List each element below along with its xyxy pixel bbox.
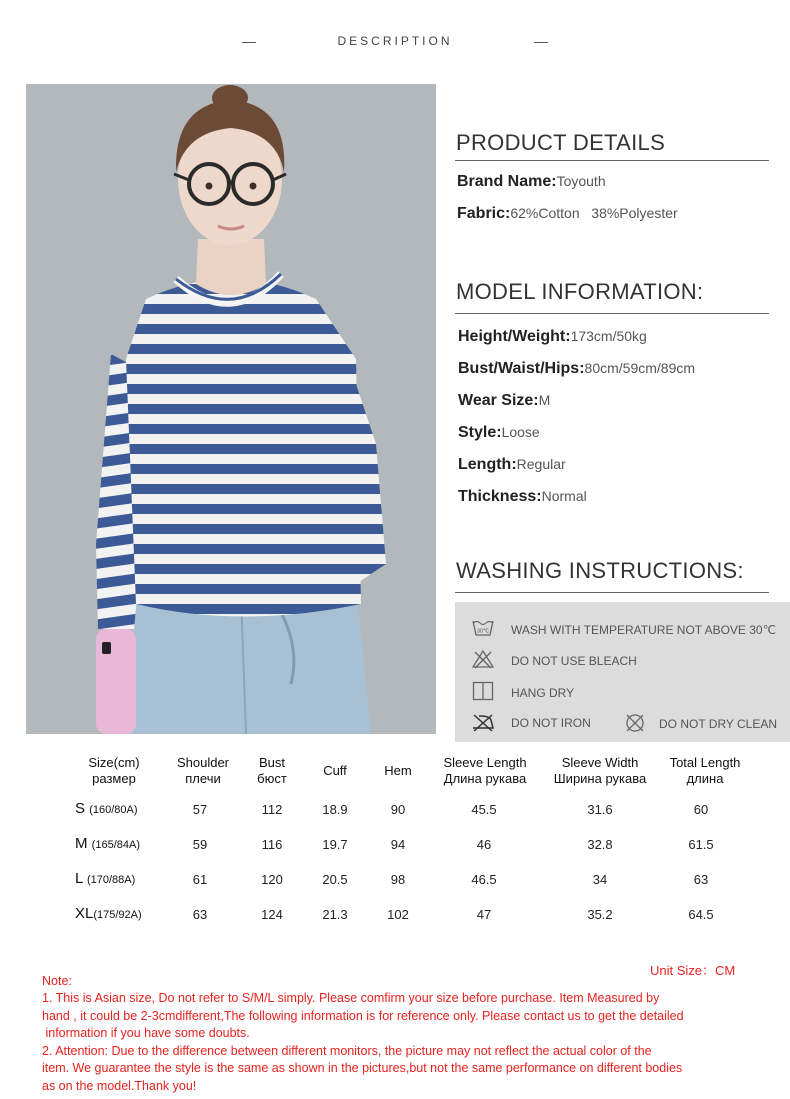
header-ru: размер [92, 771, 136, 786]
table-cell: 61.5 [688, 837, 714, 852]
table-cell: 18.9 [322, 802, 348, 817]
table-header [305, 763, 365, 779]
brand-label: Brand Name: [457, 173, 557, 190]
table-cell: 47 [476, 907, 492, 922]
fabric-value: 62%Cotton 38%Polyester [510, 205, 678, 221]
washing-instructions-heading: WASHING INSTRUCTIONS: [456, 558, 744, 583]
header-ru: длина [686, 771, 724, 786]
table-cell: 60 [693, 802, 709, 817]
wash-temp-label: 30℃ [476, 628, 490, 635]
brand-row [457, 173, 606, 191]
table-cell: 59 [192, 837, 208, 852]
model-row-label: Length: [458, 456, 517, 473]
model-row-value: Normal [541, 488, 587, 504]
wash-text: DO NOT DRY CLEAN [659, 717, 778, 731]
model-row-label: Wear Size: [458, 392, 539, 409]
unit-size-label: Unit Size：CM [650, 963, 736, 978]
divider [455, 160, 769, 161]
note-line: item. We guarantee the style is the same as shown in the pictures,but not the same performance on different bodies [42, 1061, 683, 1075]
model-row [458, 360, 695, 378]
no-iron-icon [471, 712, 495, 732]
table-header [66, 755, 162, 787]
table-header [368, 763, 428, 779]
table-cell: 57 [192, 802, 208, 817]
wash-text: HANG DRY [511, 686, 575, 700]
header-en: Bust [258, 755, 285, 770]
header-en: Hem [384, 763, 412, 778]
divider [455, 592, 769, 593]
wash-text: DO NOT IRON [511, 716, 591, 730]
header-ru: Ширина рукава [553, 771, 647, 786]
header-en: Size(cm) [88, 755, 140, 770]
table-cell: 19.7 [322, 837, 348, 852]
note-title: Note: [42, 974, 72, 988]
no-bleach-icon [471, 649, 495, 669]
note-line: hand , it could be 2-3cmdifferent,The following information is for reference only. Please contact us to get the detailed [42, 1008, 684, 1023]
table-cell: 63 [693, 872, 709, 887]
fabric-label: Fabric: [457, 205, 511, 222]
table-cell: 20.5 [322, 872, 348, 887]
table-cell: 120 [261, 872, 283, 887]
size-label [75, 800, 138, 817]
model-photo [26, 84, 436, 734]
table-header [660, 755, 750, 787]
table-header [544, 755, 656, 787]
size-code: XL [75, 905, 94, 922]
model-row [458, 392, 550, 410]
header-en: Cuff [323, 763, 347, 778]
table-cell: 63 [192, 907, 208, 922]
model-row-value: Loose [501, 424, 540, 440]
size-code: L [75, 870, 83, 887]
divider [455, 313, 769, 314]
note-line: 2. Attention: Due to the difference between different monitors, the picture may not reflect the actual color of the [42, 1043, 652, 1058]
table-header [163, 755, 243, 787]
note-line: information if you have some doubts. [42, 1026, 250, 1040]
note-line: as on the model.Thank you! [42, 1078, 197, 1093]
size-detail: (165/84A) [91, 839, 140, 851]
size-label [75, 835, 140, 852]
model-row-value: M [538, 392, 551, 408]
table-cell: 31.6 [587, 802, 613, 817]
model-row [458, 328, 647, 346]
table-cell: 64.5 [688, 907, 714, 922]
table-cell: 98 [390, 872, 406, 887]
table-row [0, 870, 790, 890]
table-cell: 32.8 [587, 837, 613, 852]
table-cell: 34 [592, 872, 608, 887]
model-row-value: 173cm/50kg [570, 328, 647, 344]
model-row-value: 80cm/59cm/89cm [584, 360, 696, 376]
table-cell: 124 [261, 907, 283, 922]
size-detail: (175/92A) [93, 909, 142, 921]
fabric-row [457, 205, 678, 223]
table-cell: 116 [261, 837, 283, 852]
table-header [242, 755, 302, 787]
size-detail: (160/80A) [89, 804, 138, 816]
table-cell: 46 [476, 837, 492, 852]
model-row-value: Regular [516, 456, 566, 472]
product-details-heading: PRODUCT DETAILS [456, 130, 666, 155]
header-ru: плечи [185, 771, 221, 786]
header-en: Sleeve Width [561, 755, 639, 770]
size-detail: (170/88A) [86, 874, 136, 886]
header-en: Total Length [669, 755, 741, 770]
header-en: Sleeve Length [443, 755, 527, 770]
model-row-label: Height/Weight: [458, 328, 571, 345]
model-row-label: Bust/Waist/Hips: [458, 360, 585, 377]
size-label [75, 870, 135, 887]
table-row [0, 905, 790, 925]
brand-value: Toyouth [556, 173, 606, 189]
section-title-description: DESCRIPTION [337, 34, 453, 48]
table-cell: 102 [387, 907, 409, 922]
table-cell: 90 [390, 802, 406, 817]
size-code: S [75, 800, 86, 817]
table-cell: 45.5 [471, 802, 497, 817]
table-row [0, 835, 790, 855]
wash-30-icon [471, 618, 495, 638]
header-ru: Длина рукава [443, 771, 527, 786]
header-dash-right [534, 42, 548, 43]
header-en: Shoulder [176, 755, 230, 770]
model-row [458, 424, 540, 442]
table-cell: 61 [192, 872, 208, 887]
no-dry-clean-icon [623, 713, 647, 733]
size-label [75, 905, 142, 922]
model-row [458, 488, 587, 506]
model-row-label: Thickness: [458, 488, 542, 505]
note-line: 1. This is Asian size, Do not refer to S/M/L simply. Please comfirm your size before purchase. Item Measured by [42, 991, 660, 1005]
model-row [458, 456, 566, 474]
table-header [432, 755, 538, 787]
table-cell: 112 [261, 802, 283, 817]
header-ru: бюст [257, 771, 287, 786]
table-cell: 46.5 [471, 872, 497, 887]
table-cell: 94 [390, 837, 406, 852]
table-cell: 35.2 [587, 907, 613, 922]
hang-dry-icon [471, 681, 495, 701]
model-row-label: Style: [458, 424, 502, 441]
model-information-heading: MODEL INFORMATION: [456, 279, 704, 304]
wash-text: DO NOT USE BLEACH [511, 654, 637, 668]
table-row [0, 800, 790, 820]
size-code: M [75, 835, 88, 852]
washing-panel [455, 602, 790, 742]
table-cell: 21.3 [322, 907, 348, 922]
model-illustration [26, 84, 436, 734]
wash-text: WASH WITH TEMPERATURE NOT ABOVE 30℃ [511, 623, 777, 637]
